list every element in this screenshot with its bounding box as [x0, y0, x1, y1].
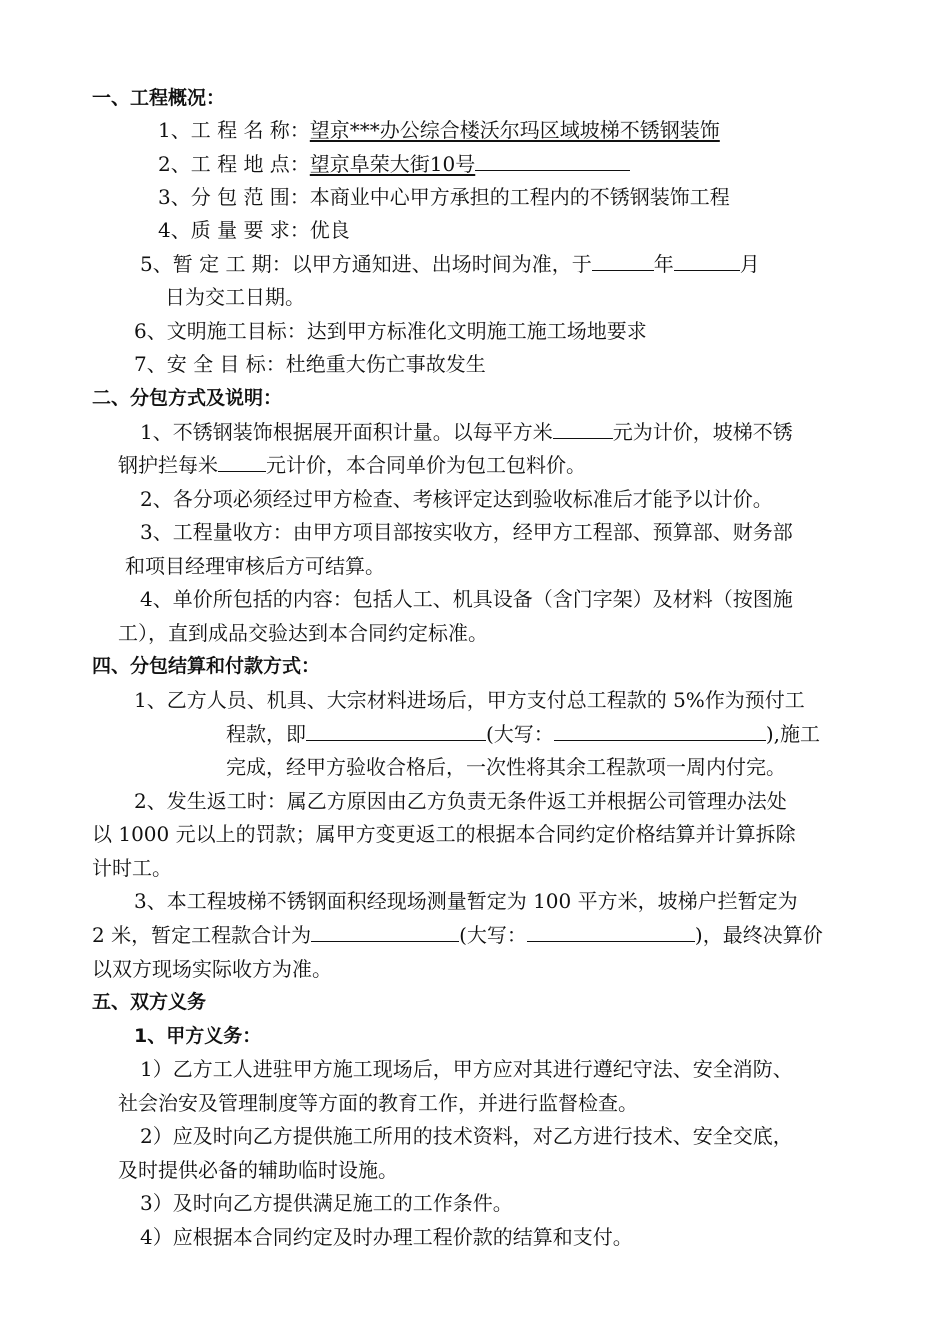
project-name-line	[158, 116, 720, 144]
unit-price-blank	[553, 418, 613, 439]
s4-item1-line1: 1、乙方人员、机具、大宗材料进场后，甲方支付总工程款的 5%作为预付工	[134, 688, 805, 712]
s4-item1-line3: 完成，经甲方验收合格后，一次性将其余工程款项一周内付完。	[226, 755, 786, 779]
s2-item1-line2	[118, 451, 586, 479]
s4-item3-line3: 以双方现场实际收方为准。	[92, 957, 332, 981]
civilized-construction-line: 6、文明施工目标：达到甲方标准化文明施工施工场地要求	[134, 319, 647, 343]
total-amount-blank	[311, 921, 459, 942]
s4-item3-line2	[92, 921, 823, 949]
s4-item2-line2: 以 1000 元以上的罚款；属甲方变更返工的根据本合同约定价格结算并计算拆除	[92, 822, 796, 846]
schedule-text: 5、暂 定 工 期：以甲方通知进、出场时间为准，于	[140, 252, 592, 276]
s5-item3: 3）及时向乙方提供满足施工的工作条件。	[140, 1191, 513, 1215]
section-title-settlement: 四、分包结算和付款方式：	[92, 655, 321, 677]
s2-item4-line2: 工），直到成品交验达到本合同约定标准。	[118, 621, 488, 645]
s4-item1-text-d: ),施工	[765, 722, 820, 746]
s5-item1-line2: 社会治安及管理制度等方面的教育工作，并进行监督检查。	[118, 1091, 638, 1115]
s5-item2-line1: 2）应及时向乙方提供施工所用的技术资料，对乙方进行技术、安全交底，	[140, 1124, 793, 1148]
month-blank	[674, 250, 740, 271]
s4-item2-line3: 计时工。	[92, 856, 172, 880]
advance-amount-words-blank	[554, 720, 766, 741]
advance-amount-blank	[306, 720, 486, 741]
s4-item2-line1: 2、发生返工时：属乙方原因由乙方负责无条件返工并根据公司管理办法处	[134, 789, 787, 813]
s2-item1-line1	[140, 418, 793, 446]
s4-item3-text-d: )，最终决算价	[694, 923, 823, 947]
project-location-value: 望京阜荣大街10号	[309, 152, 476, 176]
s4-item3-text-c: (大写：	[459, 923, 527, 947]
s4-item1-text-c: (大写：	[486, 722, 554, 746]
s4-item3-line1: 3、本工程坡梯不锈钢面积经现场测量暂定为 100 平方米，坡梯户拦暂定为	[134, 889, 798, 913]
project-name-value: 望京***办公综合楼沃尔玛区域坡梯不锈钢装饰	[309, 118, 720, 142]
s5-item4: 4）应根据本合同约定及时办理工程价款的结算和支付。	[140, 1225, 633, 1249]
year-blank	[592, 250, 654, 271]
safety-goal-line: 7、安 全 目 标：杜绝重大伤亡事故发生	[134, 352, 486, 376]
s2-item1-text-c: 钢护拦每米	[118, 453, 218, 477]
total-amount-words-blank	[527, 921, 695, 942]
month-label: 月	[739, 252, 760, 276]
section-title-obligations: 五、双方义务	[92, 991, 207, 1013]
quality-line: 4、质 量 要 求：优良	[158, 218, 350, 242]
scope-line: 3、分 包 范 围：本商业中心甲方承担的工程内的不锈钢装饰工程	[158, 185, 730, 209]
s2-item1-text: 1、不锈钢装饰根据展开面积计量。以每平方米	[140, 420, 553, 444]
s5-item1-line1: 1）乙方工人进驻甲方施工现场后，甲方应对其进行遵纪守法、安全消防、	[140, 1057, 793, 1081]
project-location-label: 2、工 程 地 点：	[158, 152, 310, 176]
s2-item3-line2: 和项目经理审核后方可结算。	[125, 554, 385, 578]
party-a-obligations-title: 1、甲方义务：	[134, 1025, 262, 1047]
s5-item2-line2: 及时提供必备的辅助临时设施。	[118, 1158, 398, 1182]
year-label: 年	[653, 252, 674, 276]
schedule-line	[140, 250, 760, 278]
s2-item1-text-d: 元计价，本合同单价为包工包料价。	[266, 453, 586, 477]
s4-item3-text-b: 2 米，暂定工程款合计为	[92, 923, 312, 947]
s2-item4-line1: 4、单价所包括的内容：包括人工、机具设备（含门字架）及材料（按图施	[140, 587, 793, 611]
location-blank	[475, 150, 630, 171]
railing-price-blank	[218, 451, 266, 472]
section-title-subcontract: 二、分包方式及说明：	[92, 387, 283, 409]
s4-item1-line2	[226, 720, 820, 748]
section-title-overview: 一、工程概况：	[92, 87, 226, 109]
s2-item2: 2、各分项必须经过甲方检查、考核评定达到验收标准后才能予以计价。	[140, 487, 773, 511]
project-name-label: 1、工 程 名 称：	[158, 118, 310, 142]
s2-item3-line1: 3、工程量收方：由甲方项目部按实收方，经甲方工程部、预算部、财务部	[140, 520, 793, 544]
s2-item1-text-b: 元为计价，坡梯不锈	[612, 420, 793, 444]
schedule-line-cont: 日为交工日期。	[165, 285, 305, 309]
s4-item1-text-b: 程款，即	[226, 722, 306, 746]
project-location-line	[158, 150, 630, 178]
